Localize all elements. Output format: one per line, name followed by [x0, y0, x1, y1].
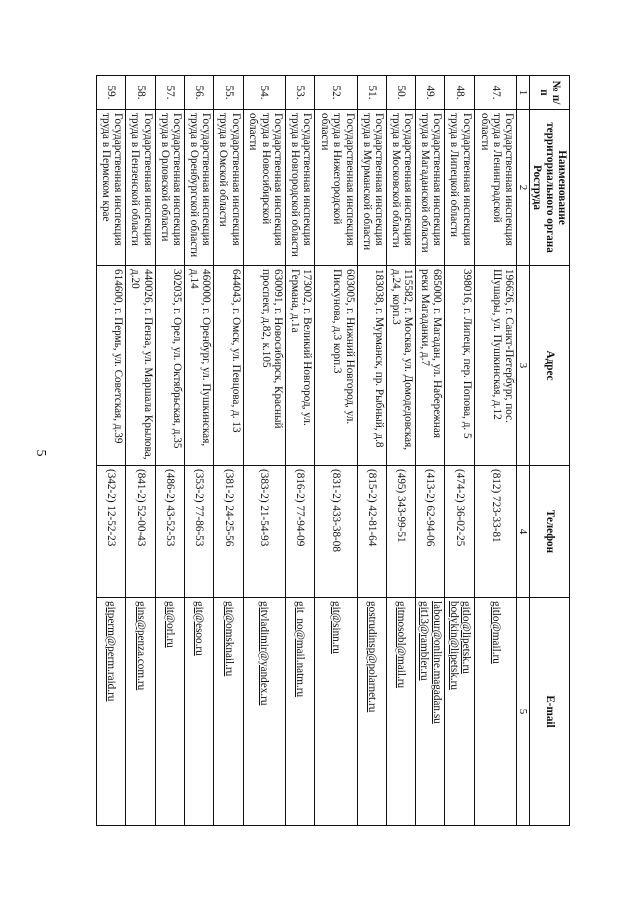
- column-index-row: [517, 76, 530, 826]
- email-link[interactable]: labour@online.magadan.su: [430, 601, 443, 724]
- email-cell: [386, 598, 415, 826]
- column-index: 4: [517, 466, 530, 598]
- email-link[interactable]: gins@penza.com.ru: [134, 601, 147, 691]
- column-index: 3: [517, 266, 530, 466]
- row-number: 49.: [416, 76, 445, 110]
- row-number: 53.: [285, 76, 314, 110]
- inspection-name: Государственная инспекция труда в Нижегородской области: [315, 110, 357, 266]
- header-name: Наименование территориального органа Роструда: [530, 110, 570, 266]
- phone: (812) 723-33-81: [474, 466, 516, 598]
- inspection-name: Государственная инспекция труда в Новосибирской области: [243, 110, 285, 266]
- column-index: 1: [517, 76, 530, 110]
- email-link[interactable]: gostrudinsp@polarnet.ru: [365, 601, 378, 713]
- row-number: 55.: [214, 76, 243, 110]
- header-phone: Телефон: [530, 466, 570, 598]
- email-cell: [474, 598, 516, 826]
- email-cell: [243, 598, 285, 826]
- address: 115582, г. Москва, ул. Домодедовская, д.24, корп.3: [386, 266, 415, 466]
- email-cell: [155, 598, 184, 826]
- table-row: [285, 76, 314, 826]
- inspection-name: Государственная инспекция труда в Пермском крае: [97, 110, 126, 266]
- row-number: 52.: [315, 76, 357, 110]
- table-row: [445, 76, 474, 826]
- phone: (342-2) 12-52-23: [97, 466, 126, 598]
- address: 614600, г. Пермь, ул. Советская, д.39: [97, 266, 126, 466]
- row-number: 56.: [184, 76, 213, 110]
- table-row: [357, 76, 386, 826]
- inspection-name: Государственная инспекция труда в Оренбургской области: [184, 110, 213, 266]
- inspections-table: [96, 75, 570, 826]
- email-link[interactable]: gitmosobl@mail.ru: [395, 601, 408, 689]
- inspection-name: Государственная инспекция труда в Московской области: [386, 110, 415, 266]
- phone: (831-2) 433-38-08: [315, 466, 357, 598]
- address: 630091, г. Новосибирск, Красный проспект, д.82, к.105: [243, 266, 285, 466]
- phone: (815-2) 42-81-64: [357, 466, 386, 598]
- email-cell: [285, 598, 314, 826]
- email-link[interactable]: gitlo@mail.ru: [489, 601, 502, 664]
- phone: (381-2) 24-25-56: [214, 466, 243, 598]
- address: 196626, г. Санкт-Петербург, пос. Шушары, ул. Пушкинская, д.12: [474, 266, 516, 466]
- email-cell: [416, 598, 445, 826]
- email-link[interactable]: gitlo@lipetsk.ru: [459, 601, 472, 674]
- email-link[interactable]: git@sinn.ru: [330, 601, 343, 654]
- phone: (474-2) 36-02-25: [445, 466, 474, 598]
- email-cell: [97, 598, 126, 826]
- column-index: 5: [517, 598, 530, 826]
- phone: (841-2) 52-00-43: [126, 466, 155, 598]
- email-link[interactable]: git@orl.ru: [163, 601, 176, 648]
- row-number: 54.: [243, 76, 285, 110]
- email-cell: [357, 598, 386, 826]
- row-number: 57.: [155, 76, 184, 110]
- address: 398016, г. Липецк, пер. Попова, д. 5: [445, 266, 474, 466]
- address: 644043, г. Омск, ул. Певцова, д. 13: [214, 266, 243, 466]
- address: 603005, г. Нижний Новгород, ул. Пискунова, д.3 корп.3: [315, 266, 357, 466]
- email-link[interactable]: gitperm@perm.raid.ru: [105, 601, 118, 702]
- table-row: [97, 76, 126, 826]
- phone: (383-2) 21-54-93: [243, 466, 285, 598]
- address: 440026, г. Пенза, ул. Маршала Крылова, д.20: [126, 266, 155, 466]
- table-row: [474, 76, 516, 826]
- inspection-name: Государственная инспекция труда в Липецкой области: [445, 110, 474, 266]
- header-email: E-mail: [530, 598, 570, 826]
- email-cell: [184, 598, 213, 826]
- column-index: 2: [517, 110, 530, 266]
- phone: (353-2) 77-86-53: [184, 466, 213, 598]
- page-number: 5: [33, 449, 48, 457]
- inspection-name: Государственная инспекция труда в Омской области: [214, 110, 243, 266]
- table-row: [126, 76, 155, 826]
- email-link[interactable]: bodykin@lipetsk.ru: [447, 601, 460, 690]
- table-row: [214, 76, 243, 826]
- email-cell: [445, 598, 474, 826]
- address: 173002, г. Великий Новгород, ул. Германа, д.1а: [285, 266, 314, 466]
- email-link[interactable]: git@esoo.ru: [193, 601, 206, 656]
- table-row: [416, 76, 445, 826]
- inspection-name: Государственная инспекция труда в Орловской области: [155, 110, 184, 266]
- address: 302035, г. Орел, ул. Октябрьская, д.35: [155, 266, 184, 466]
- email-link[interactable]: git13@rambler.ru: [418, 601, 431, 681]
- inspection-name: Государственная инспекция труда в Пензенской области: [126, 110, 155, 266]
- row-number: 58.: [126, 76, 155, 110]
- phone: (495) 343-99-51: [386, 466, 415, 598]
- email-link[interactable]: git_no@mail.natm.ru: [294, 601, 307, 698]
- inspection-name: Государственная инспекция труда в Мурманской области: [357, 110, 386, 266]
- header-num: № п/п: [530, 76, 570, 110]
- inspection-name: Государственная инспекция труда в Магаданской области: [416, 110, 445, 266]
- table-row: [315, 76, 357, 826]
- row-number: 48.: [445, 76, 474, 110]
- email-link[interactable]: git@omsknail.ru: [222, 601, 235, 677]
- address: 460000, г. Оренбург, ул. Пушкинская, д.14: [184, 266, 213, 466]
- phone: (413-2) 62-94-06: [416, 466, 445, 598]
- email-cell: [126, 598, 155, 826]
- inspection-name: Государственная инспекция труда в Новгородской области: [285, 110, 314, 266]
- phone: (816-2) 77-94-09: [285, 466, 314, 598]
- row-number: 50.: [386, 76, 415, 110]
- row-number: 59.: [97, 76, 126, 110]
- table-header-row: [530, 76, 570, 826]
- email-cell: [315, 598, 357, 826]
- email-cell: [214, 598, 243, 826]
- inspection-name: Государственная инспекция труда в Ленинградской области: [474, 110, 516, 266]
- address: 685000, г. Магадан, ул. Набережная реки Магаданки, д.7: [416, 266, 445, 466]
- row-number: 47.: [474, 76, 516, 110]
- row-number: 51.: [357, 76, 386, 110]
- table-row: [155, 76, 184, 826]
- rotated-table-container: [96, 75, 570, 825]
- table-row: [184, 76, 213, 826]
- header-address: Адрес: [530, 266, 570, 466]
- email-link[interactable]: gitvladimir@yandex.ru: [258, 601, 271, 706]
- table-row: [386, 76, 415, 826]
- phone: (486-2) 43-52-53: [155, 466, 184, 598]
- table-row: [243, 76, 285, 826]
- address: 183038, г. Мурманск, пр. Рыбный, д.8: [357, 266, 386, 466]
